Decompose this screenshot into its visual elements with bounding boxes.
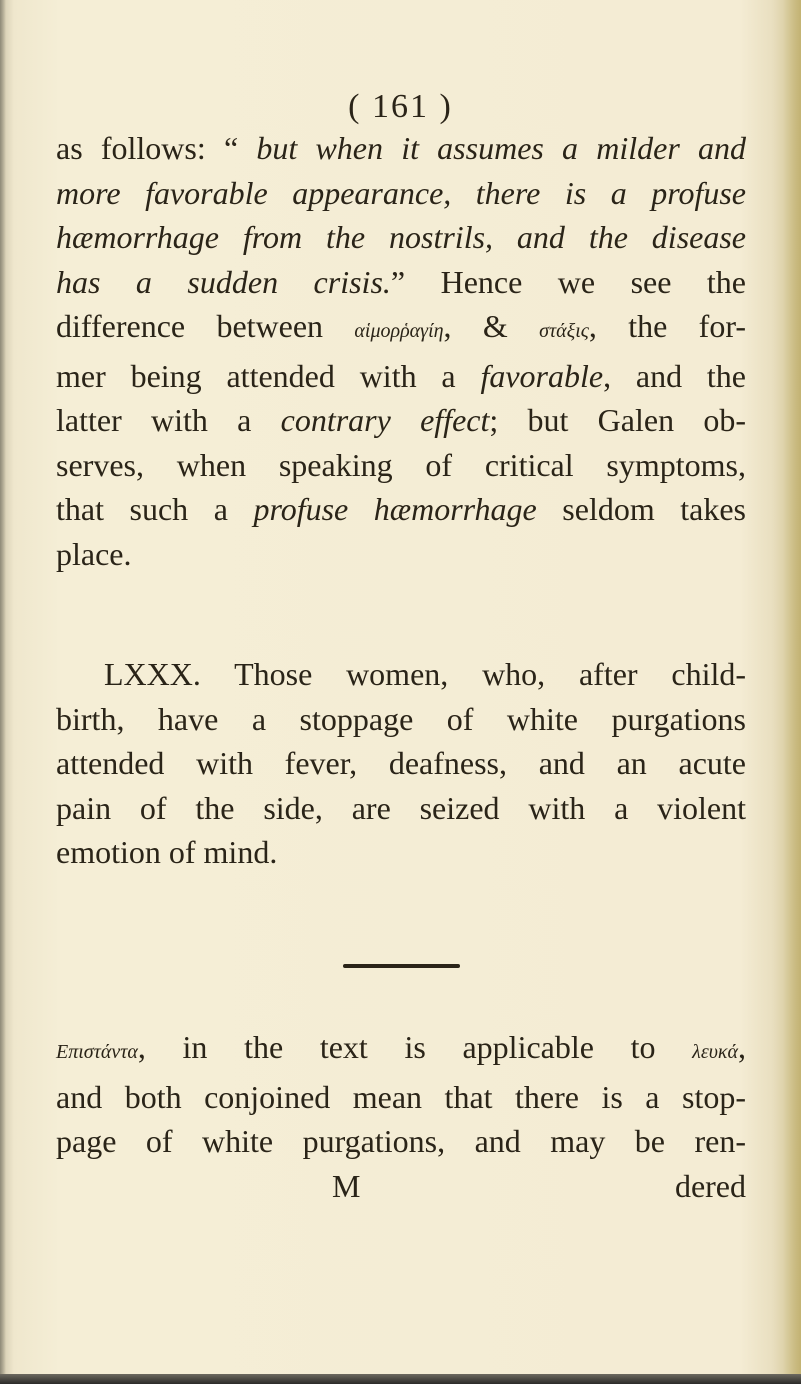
paragraph-2 — [56, 652, 746, 875]
text-line: birth, have a stoppage of white purgations — [56, 700, 746, 737]
text-line: latter with a contrary effect; but Galen ob- — [56, 402, 747, 438]
text-line: Επιστάντα, in the text is applicable to λευκά, — [56, 1029, 746, 1065]
signature-mark: M — [332, 1167, 361, 1204]
page-number: ( 161 ) — [348, 88, 453, 125]
catchword: dered — [674, 1167, 746, 1204]
text-line: LXXX. Those women, who, after child- — [104, 656, 746, 692]
text-line: attended with fever, deafness, and an acute — [56, 745, 746, 781]
page-edge — [783, 0, 801, 1384]
text-line: emotion of mind. — [56, 834, 278, 870]
text-line: pain of the side, are seized with a violent — [56, 789, 746, 826]
text-line: that such a profuse hæmorrhage seldom takes — [56, 491, 747, 527]
text-line: more favorable appearance, there is a profuse — [56, 174, 746, 211]
text-line: difference between αἱμορῥαγίη, & στάξις, the for- — [56, 308, 746, 344]
paragraph-1 — [56, 126, 746, 576]
text-line: and both conjoined mean that there is a stop- — [56, 1078, 746, 1115]
page-bottom-edge — [0, 1374, 801, 1384]
text-line: place. — [56, 535, 132, 572]
text-line: hæmorrhage from the nostrils, and the disease — [56, 219, 746, 255]
text-line: has a sudden crisis.” Hence we see the — [56, 263, 747, 300]
footnote-rule — [343, 964, 460, 968]
binding-shadow — [0, 0, 6, 1384]
text-line: page of white purgations, and may be ren- — [56, 1123, 746, 1159]
signature-line — [56, 1164, 746, 1209]
text-line: mer being attended with a favorable, and the — [56, 357, 747, 394]
footnote — [56, 1025, 746, 1208]
text-line: serves, when speaking of critical symptoms, — [56, 446, 746, 483]
text-line: as follows: “ but when it assumes a milder and — [56, 130, 747, 166]
